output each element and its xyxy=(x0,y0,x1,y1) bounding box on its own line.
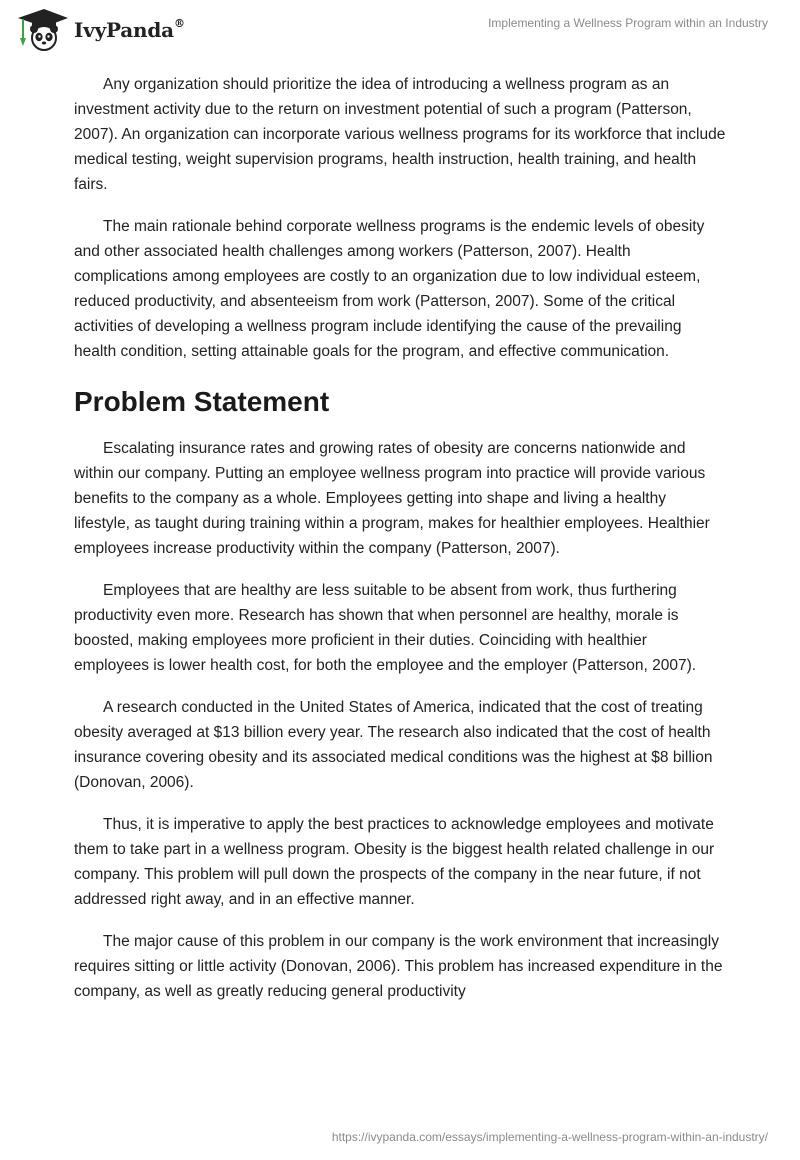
source-url[interactable]: https://ivypanda.com/essays/implementing-a-wellness-program-within-an-industry/ xyxy=(331,1130,768,1144)
paragraph: Escalating insurance rates and growing rates of obesity are concerns nationwide and within our company. Putting an employee wellness program into practice will provide various benefits to the company as a whole. Employees getting into shape and living a healthy lifestyle, as taught during training within a program, makes for healthier employees. Healthier employees increase productivity within the company (Patterson, 2007). xyxy=(74,440,710,557)
paragraph: Thus, it is imperative to apply the best practices to acknowledge employees and motivate them to take part in a wellness program. Obesity is the biggest health related challenge in our company. This problem will pull down the prospects of the company in the near future, if not addressed right away, and in an effective manner. xyxy=(74,816,715,908)
paragraph: Employees that are healthy are less suitable to be absent from work, thus furthering productivity even more. Research has shown that when personnel are healthy, morale is boosted, making employees more proficient in their duties. Coinciding with healthier employees is lower health cost, for both the employee and the employer (Patterson, 2007). xyxy=(74,582,697,674)
document-title: Implementing a Wellness Program within an Industry xyxy=(488,16,768,30)
panda-logo-icon xyxy=(14,8,70,52)
brand-name-text: IvyPanda xyxy=(74,18,174,42)
paragraph: Any organization should prioritize the idea of introducing a wellness program as an investment activity due to the return on investment potential of such a program (Patterson, 2007). An organization can incorporate various wellness programs for its workforce that include medical testing, weight supervision programs, health instruction, health training, and health fairs. xyxy=(74,76,726,193)
paragraph: The major cause of this problem in our company is the work environment that increasingly requires sitting or little activity (Donovan, 2006). This problem has increased expenditure in the company, as well as greatly reducing general productivity xyxy=(74,933,723,1000)
essay-body xyxy=(74,72,726,1021)
section-heading: Problem Statement xyxy=(74,386,330,417)
brand-logo[interactable] xyxy=(14,8,185,52)
brand-name xyxy=(74,18,185,42)
page-header xyxy=(0,0,800,60)
registered-mark: ® xyxy=(173,17,185,31)
paragraph: The main rationale behind corporate wellness programs is the endemic levels of obesity and other associated health challenges among workers (Patterson, 2007). Health complications among employees are costly to an organization due to low individual esteem, reduced productivity, and absenteeism from work (Patterson, 2007). Some of the critical activities of developing a wellness program include identifying the cause of the prevailing health condition, setting attainable goals for the program, and effective communication. xyxy=(74,218,705,360)
paragraph: A research conducted in the United States of America, indicated that the cost of treating obesity averaged at $13 billion every year. The research also indicated that the cost of health insurance covering obesity and its associated medical conditions was the highest at $8 billion (Donovan, 2006). xyxy=(74,699,713,791)
